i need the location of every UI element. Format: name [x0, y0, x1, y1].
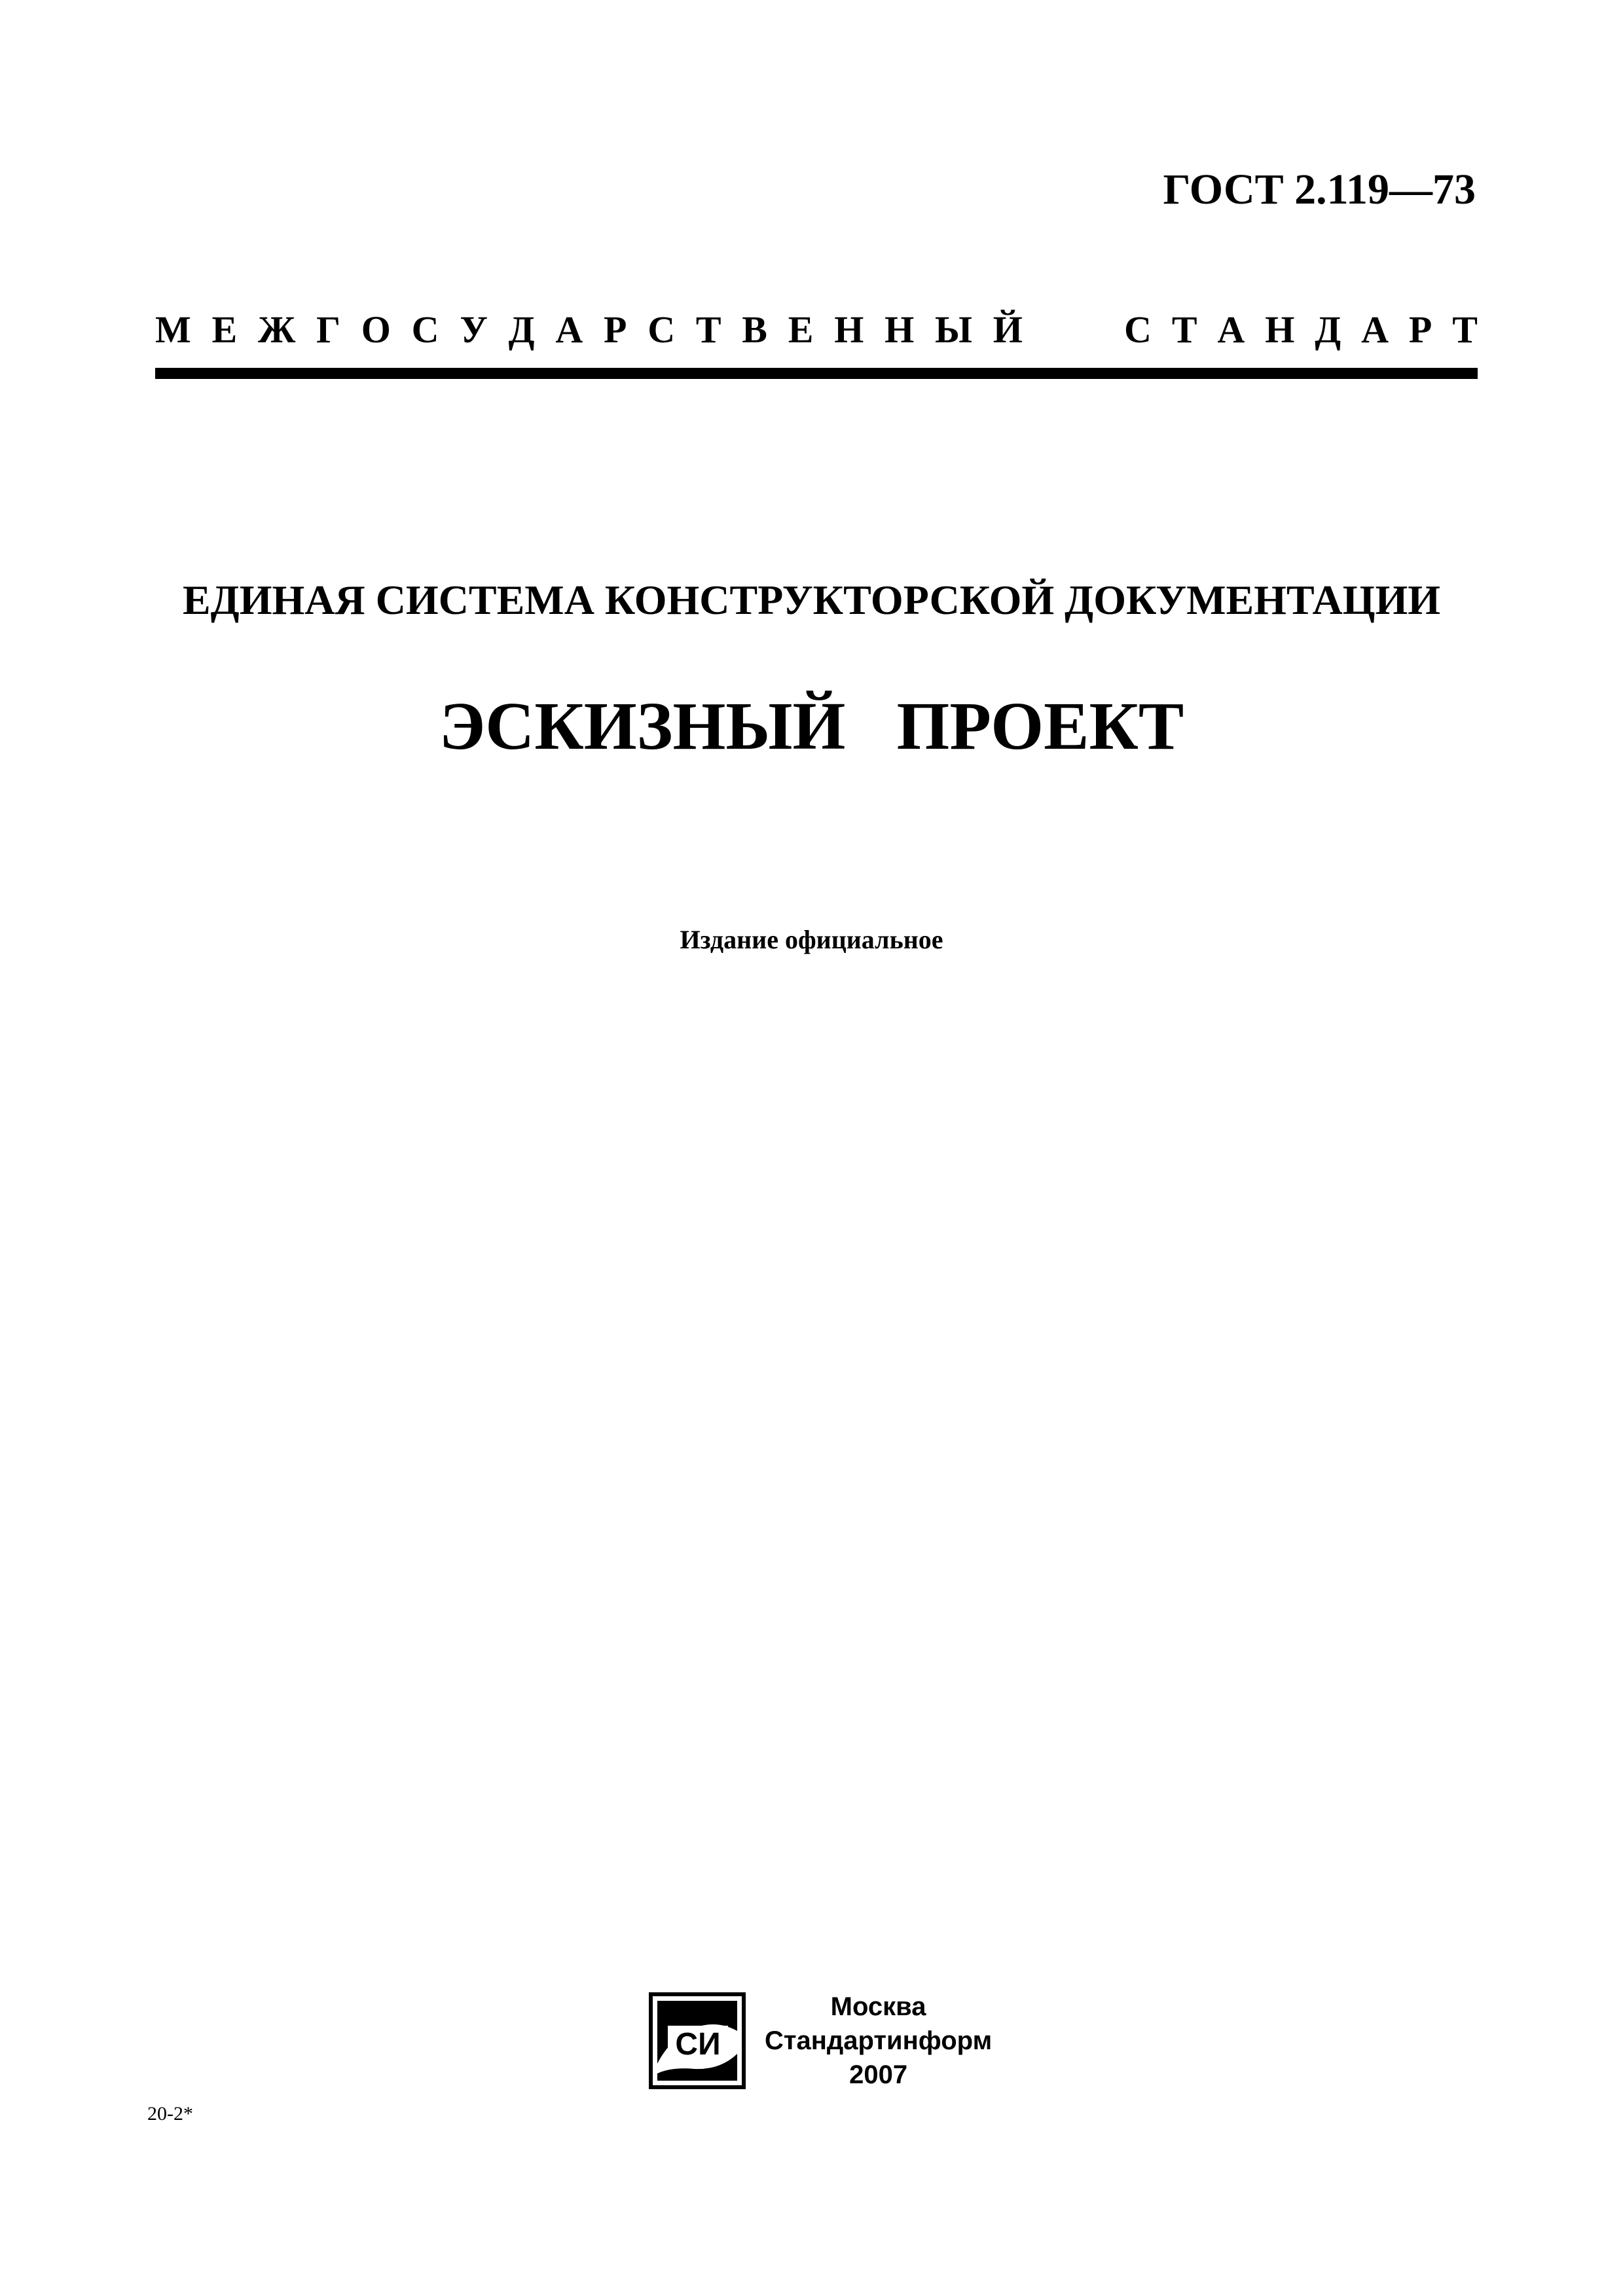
heading-letter: Н	[1265, 308, 1295, 351]
heading-letter: У	[460, 308, 488, 351]
heading-letter: Ж	[257, 308, 296, 351]
logo-text: СИ	[675, 2027, 721, 2062]
system-title: ЕДИНАЯ СИСТЕМА КОНСТРУКТОРСКОЙ ДОКУМЕНТАЦИИ	[182, 577, 1441, 623]
heading-rule	[155, 368, 1478, 379]
heading-letter: Р	[1408, 308, 1432, 351]
heading-letter: А	[555, 308, 583, 351]
heading-letter: М	[155, 308, 191, 351]
document-number: ГОСТ 2.119—73	[1163, 166, 1476, 213]
publisher-year: 2007	[849, 2060, 908, 2089]
heading-letter: Т	[1452, 308, 1478, 351]
heading-letter: О	[361, 308, 391, 351]
heading-letter: Ы	[934, 308, 972, 351]
heading-letter: Н	[834, 308, 864, 351]
standard-type-heading	[155, 308, 1478, 351]
standard-type-word-2	[1124, 308, 1478, 351]
heading-letter: С	[1124, 308, 1152, 351]
standard-type-word-1	[155, 308, 1023, 351]
print-code: 20-2*	[147, 2103, 193, 2125]
publisher-name: Стандартинформ	[765, 2026, 993, 2055]
edition-label: Издание официальное	[680, 925, 943, 954]
heading-letter: Е	[788, 308, 814, 351]
heading-letter: Н	[884, 308, 915, 351]
heading-letter: Й	[993, 308, 1023, 351]
heading-letter: Е	[211, 308, 238, 351]
heading-letter: Т	[695, 308, 721, 351]
main-title	[0, 687, 1623, 765]
heading-letter: Р	[603, 308, 627, 351]
publisher-text	[765, 1990, 992, 2092]
heading-letter: С	[411, 308, 439, 351]
publisher-city: Москва	[830, 1992, 926, 2021]
heading-letter: А	[1217, 308, 1245, 351]
heading-letter: Г	[316, 308, 340, 351]
heading-letter: В	[742, 308, 767, 351]
heading-letter: А	[1361, 308, 1389, 351]
heading-letter: Д	[508, 308, 535, 351]
publisher-block	[648, 1990, 992, 2092]
heading-letter: Т	[1171, 308, 1197, 351]
heading-letter: Д	[1315, 308, 1341, 351]
heading-letter: С	[647, 308, 676, 351]
standartinform-logo-icon	[648, 1992, 746, 2090]
main-title-text: ЭСКИЗНЫЙ ПРОЕКТ	[439, 689, 1184, 764]
